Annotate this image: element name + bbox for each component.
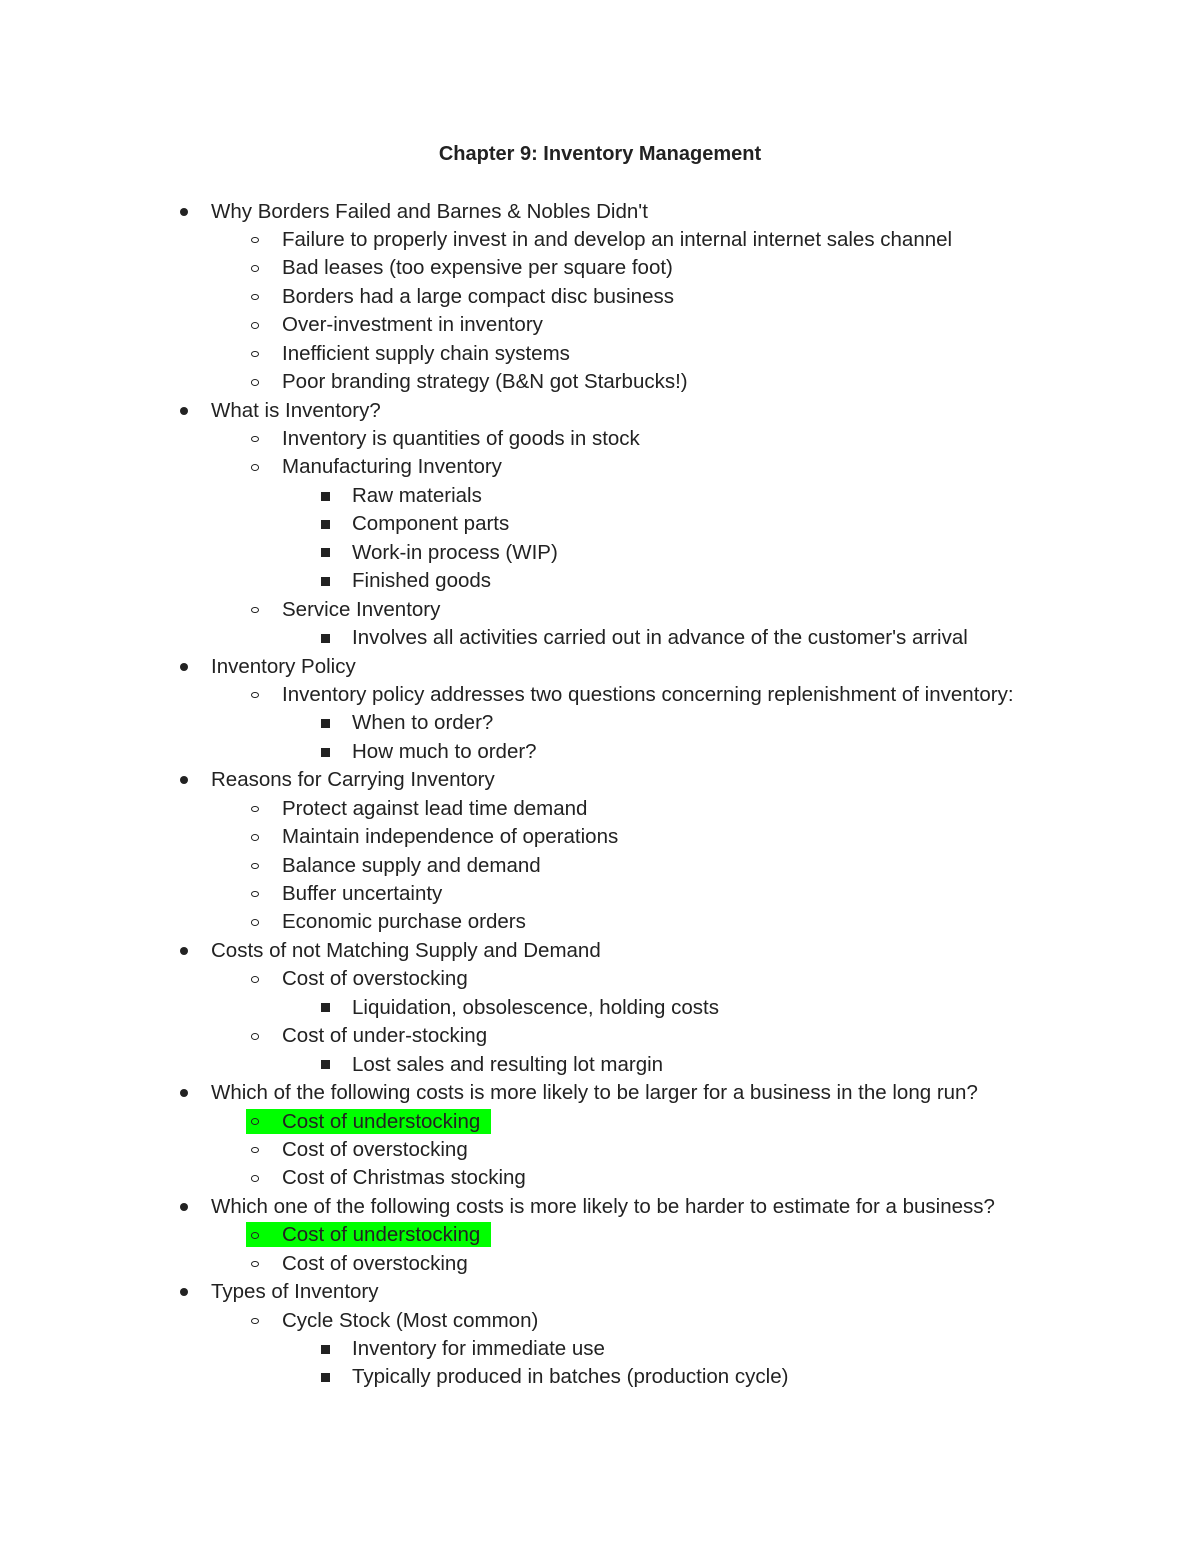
list-item-text: Cost of understocking [282,1223,481,1247]
bullet-dot-icon [177,653,191,681]
list-item-text: Inventory for immediate use [352,1337,605,1360]
list-item-text: Finished goods [352,569,492,593]
bullet-circle-icon [248,453,262,481]
bullet-circle-icon [248,681,262,709]
list-item-text: What is Inventory? [211,398,381,422]
bullet-circle-icon [248,880,262,908]
list-item [0,226,1200,254]
list-item [0,1108,1200,1136]
list-item-text: Which of the following costs is more likely to be larger for a business in the long run? [211,1081,978,1105]
list-item [0,425,1200,453]
list-item [0,539,1200,567]
list-item [0,852,1200,880]
bullet-square-icon [318,994,332,1022]
list-item [0,397,1200,425]
list-item [0,1363,1200,1391]
list-item-text: Service Inventory [282,597,441,621]
list-item [0,1250,1200,1278]
list-item [0,1051,1200,1079]
list-item-text: Cost of overstocking [282,1251,468,1275]
list-item [0,880,1200,908]
bullet-circle-icon [248,1221,262,1249]
list-item-text: Manufacturing Inventory [282,455,502,479]
bullet-circle-icon [248,852,262,880]
list-item-text: Typically produced in batches (production cycle) [352,1365,789,1389]
bullet-circle-icon [248,1250,262,1278]
bullet-circle-icon [248,965,262,993]
list-item-text: Inventory Policy [211,654,356,678]
list-item [0,340,1200,368]
list-item-text: Economic purchase orders [282,910,526,934]
list-item-text: Liquidation, obsolescence, holding costs [352,995,719,1019]
bullet-circle-icon [248,795,262,823]
bullet-square-icon [318,567,332,595]
list-item-text: Buffer uncertainty [282,882,443,905]
list-item [0,1278,1200,1306]
list-item-text: Raw materials [352,483,482,507]
list-item [0,823,1200,851]
list-item [0,198,1200,226]
list-item [0,709,1200,737]
list-item-text: Reasons for Carrying Inventory [211,768,495,792]
list-item [0,1164,1200,1192]
list-item [0,596,1200,624]
bullet-circle-icon [248,425,262,453]
bullet-square-icon [318,539,332,567]
list-item-text: Which one of the following costs is more likely to be harder to estimate for a business? [211,1194,995,1218]
bullet-circle-icon [248,1022,262,1050]
bullet-circle-icon [248,908,262,936]
page-title: Chapter 9: Inventory Management [438,143,762,165]
list-item [0,254,1200,282]
bullet-dot-icon [177,1079,191,1107]
list-item-text: Why Borders Failed and Barnes & Nobles Didn't [211,199,648,223]
list-item-text: Cost of overstocking [282,1137,468,1161]
list-item [0,1193,1200,1221]
list-item-text: Cost of Christmas stocking [282,1166,526,1190]
list-item-text: Inventory policy addresses two questions concerning replenishment of inventory: [282,682,1014,706]
bullet-dot-icon [177,397,191,425]
bullet-circle-icon [248,1136,262,1164]
list-item-text: When to order? [352,711,494,735]
list-item-text: Component parts [352,512,510,536]
list-item-text: Bad leases (too expensive per square foot) [282,256,673,280]
bullet-dot-icon [177,1278,191,1306]
list-item [0,1335,1200,1363]
list-item [0,937,1200,965]
list-item-text: Types of Inventory [211,1280,379,1304]
list-item [0,681,1200,709]
bullet-circle-icon [248,283,262,311]
list-item-text: Cycle Stock (Most common) [282,1308,539,1332]
list-item-text: Lost sales and resulting lot margin [352,1052,664,1076]
bullet-circle-icon [248,311,262,339]
list-item [0,311,1200,339]
list-item [0,766,1200,794]
list-item-text: Failure to properly invest in and develop an internal internet sales channel [282,227,953,251]
bullet-dot-icon [177,1193,191,1221]
list-item [0,795,1200,823]
list-item-text: Cost of understocking [282,1109,481,1133]
bullet-square-icon [318,510,332,538]
list-item-text: Inventory is quantities of goods in stock [282,427,640,450]
list-item-text: Maintain independence of operations [282,825,619,849]
list-item-text: Cost of overstocking [282,967,468,991]
bullet-circle-icon [248,340,262,368]
bullet-square-icon [318,624,332,652]
list-item [0,368,1200,396]
bullet-square-icon [318,738,332,766]
bullet-circle-icon [248,596,262,624]
list-item [0,1307,1200,1335]
bullet-circle-icon [248,226,262,254]
bullet-outline [0,198,1200,1392]
list-item [0,965,1200,993]
list-item [0,1221,1200,1249]
bullet-circle-icon [248,254,262,282]
list-item [0,453,1200,481]
list-item [0,482,1200,510]
list-item-text: Protect against lead time demand [282,796,588,820]
list-item [0,567,1200,595]
list-item [0,624,1200,652]
bullet-square-icon [318,1363,332,1391]
list-item [0,994,1200,1022]
bullet-circle-icon [248,1164,262,1192]
list-item-text: Cost of under-stocking [282,1024,488,1048]
bullet-square-icon [318,709,332,737]
list-item [0,510,1200,538]
bullet-circle-icon [248,1307,262,1335]
list-item [0,1136,1200,1164]
bullet-square-icon [318,1051,332,1079]
bullet-square-icon [318,1335,332,1363]
list-item [0,1079,1200,1107]
list-item-text: Costs of not Matching Supply and Demand [211,938,601,962]
bullet-circle-icon [248,1108,262,1136]
bullet-circle-icon [248,368,262,396]
list-item [0,738,1200,766]
list-item-text: Involves all activities carried out in advance of the customer's arrival [352,626,968,650]
list-item [0,1022,1200,1050]
list-item-text: How much to order? [352,739,537,763]
list-item-text: Work-in process (WIP) [352,540,558,564]
list-item [0,653,1200,681]
bullet-dot-icon [177,198,191,226]
list-item [0,908,1200,936]
list-item [0,283,1200,311]
list-item-text: Balance supply and demand [282,853,541,877]
list-item-text: Poor branding strategy (B&N got Starbucks!) [282,370,688,394]
bullet-circle-icon [248,823,262,851]
bullet-square-icon [318,482,332,510]
list-item-text: Over-investment in inventory [282,313,543,337]
bullet-dot-icon [177,766,191,794]
list-item-text: Borders had a large compact disc business [282,284,674,308]
list-item-text: Inefficient supply chain systems [282,341,570,365]
bullet-dot-icon [177,937,191,965]
